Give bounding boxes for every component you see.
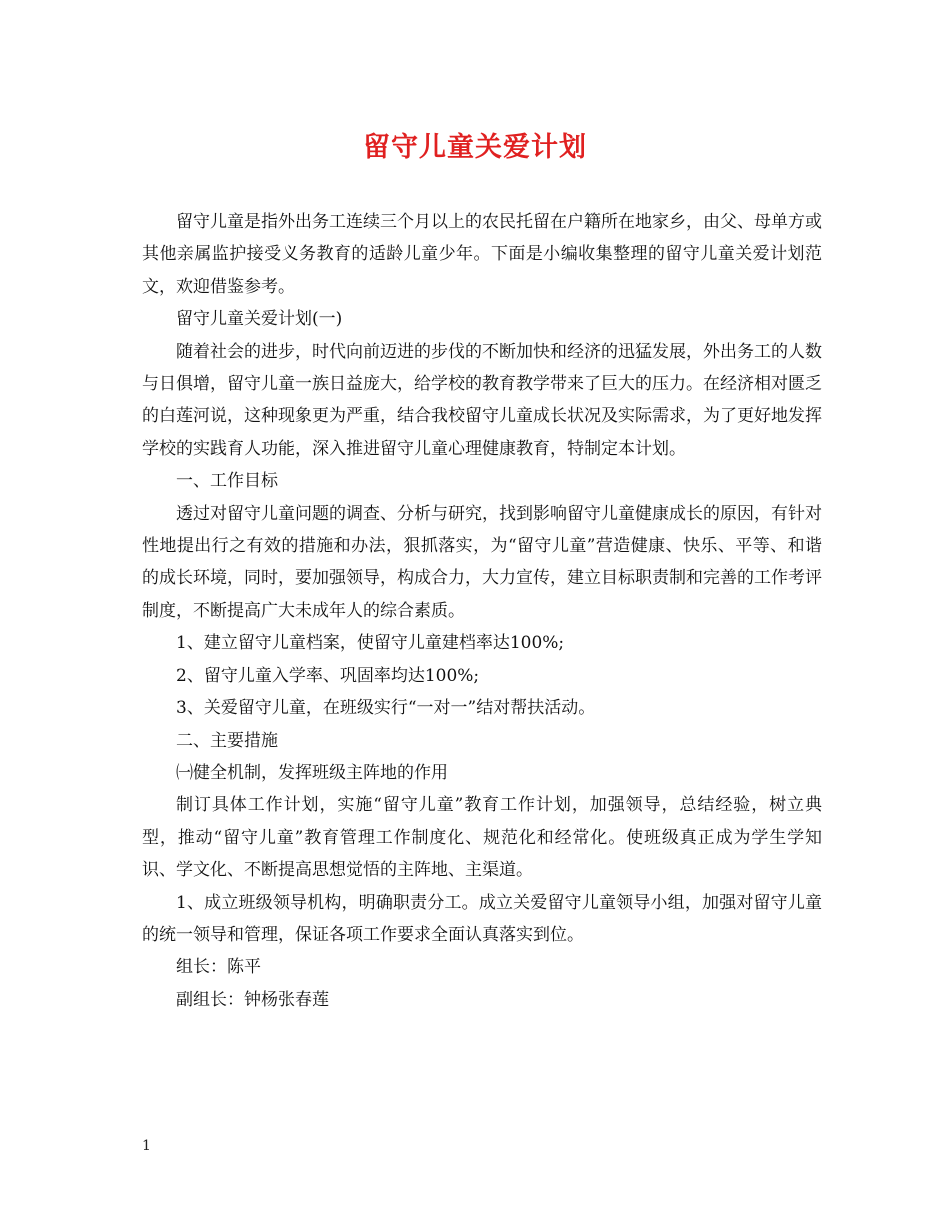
- section-heading-goals: 一、工作目标: [176, 471, 278, 492]
- document-body: [142, 206, 822, 1016]
- intro-paragraph: 留守儿童是指外出务工连续三个月以上的农民托留在户籍所在地家乡，由父、母单方或其他亲属监护接受义务教育的适龄儿童少年。下面是小编收集整理的留守儿童关爱计划范文，欢迎借鉴参考。: [142, 212, 822, 297]
- goal-item-1: 1、建立留守儿童档案，使留守儿童建档率达100%;: [176, 633, 565, 654]
- deputy-leader-line: 副组长：钟杨张春莲: [176, 989, 329, 1010]
- section-heading-measures: 二、主要措施: [176, 730, 278, 751]
- subheading-mechanism: ㈠健全机制，发挥班级主阵地的作用: [176, 762, 448, 783]
- leadership-paragraph: 1、成立班级领导机构，明确职责分工。成立关爱留守儿童领导小组，加强对留守儿童的统一领导和管理，保证各项工作要求全面认真落实到位。: [142, 892, 822, 945]
- page-number: 1: [142, 1138, 151, 1154]
- section-heading-plan-one: 留守儿童关爱计划(一): [176, 309, 343, 330]
- mechanism-paragraph: 制订具体工作计划，实施“留守儿童”教育工作计划，加强领导，总结经验，树立典型，推动“留守儿童”教育管理工作制度化、规范化和经常化。使班级真正成为学生学知识、学文化、不断提高思想觉悟的主阵地、主渠道。: [142, 795, 822, 881]
- document-title: 留守儿童关爱计划: [363, 132, 587, 163]
- goal-item-2: 2、留守儿童入学率、巩固率均达100%;: [176, 665, 480, 686]
- background-paragraph: 随着社会的进步，时代向前迈进的步伐的不断加快和经济的迅猛发展，外出务工的人数与日俱增，留守儿童一族日益庞大，给学校的教育教学带来了巨大的压力。在经济相对匮乏的白莲河说，这种现象更为严重，结合我校留守儿童成长状况及实际需求，为了更好地发挥学校的实践育人功能，深入推进留守儿童心理健康教育，特制定本计划。: [142, 341, 822, 459]
- goals-paragraph: 透过对留守儿童问题的调查、分析与研究，找到影响留守儿童健康成长的原因，有针对性地提出行之有效的措施和办法，狠抓落实，为“留守儿童”营造健康、快乐、平等、和谐的成长环境，同时，要加强领导，构成合力，大力宣传，建立目标职责制和完善的工作考评制度，不断提高广大未成年人的综合素质。: [142, 503, 822, 621]
- goal-item-3: 3、关爱留守儿童，在班级实行“一对一”结对帮扶活动。: [176, 698, 596, 719]
- team-leader-line: 组长：陈平: [176, 957, 261, 978]
